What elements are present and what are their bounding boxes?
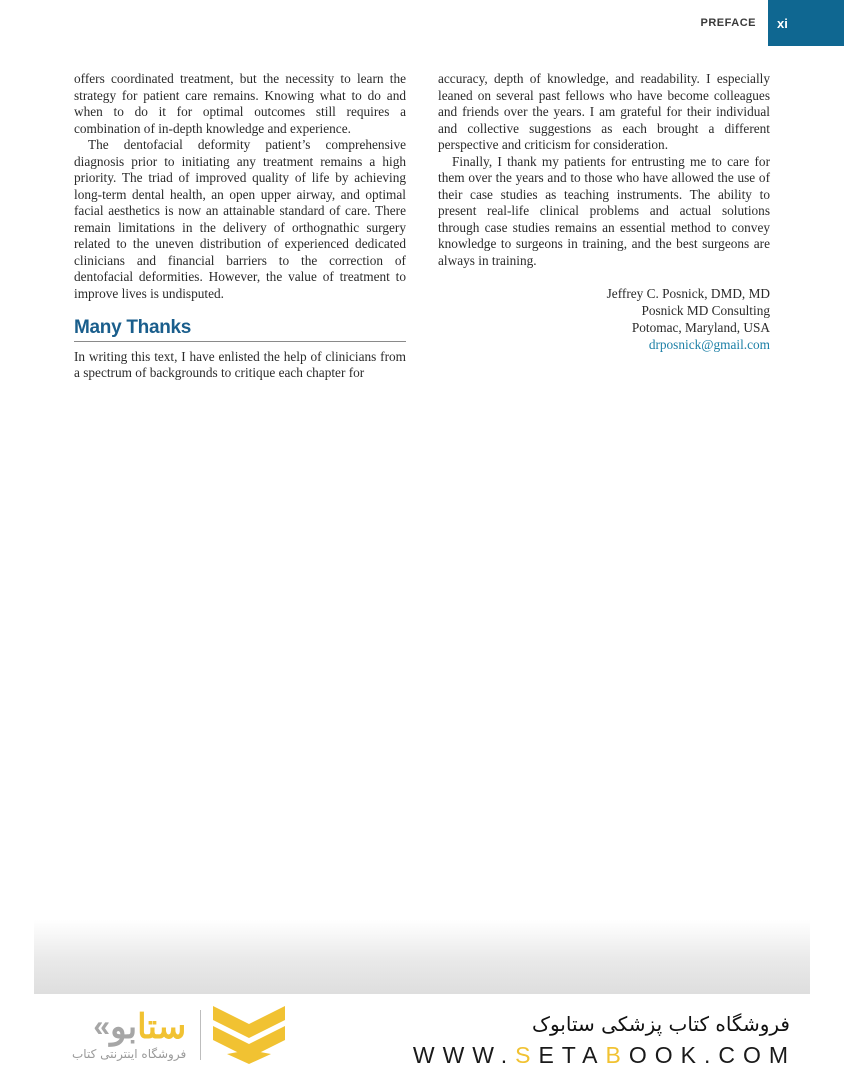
author-email-link[interactable]: drposnick@gmail.com [648, 337, 770, 352]
right-column [438, 71, 770, 353]
logo-text-yellow: ستا [137, 1008, 187, 1046]
left-column [74, 71, 406, 382]
section-heading: Many Thanks [74, 320, 406, 342]
author-location: Potomac, Maryland, USA [631, 320, 770, 335]
logo-subtitle: فروشگاه اینترنتی کتاب [72, 1047, 187, 1061]
logo-text-gray: بو [110, 1008, 138, 1046]
page-number: xi [768, 0, 844, 46]
chevron-book-icon [213, 1006, 285, 1064]
shop-title: فروشگاه کتاب پزشکی ستابوک [532, 1012, 790, 1036]
running-title: PREFACE [700, 17, 756, 29]
double-chevron-icon: « [93, 1010, 105, 1043]
logo-wordmark [72, 1009, 186, 1061]
url-part: WWW. [412, 1042, 516, 1068]
url-part: ETA [538, 1042, 606, 1068]
author-organization: Posnick MD Consulting [641, 303, 770, 318]
paragraph: The dentofacial deformity patient’s comprehensive diagnosis prior to initiating any treatment remains a high priority. The triad of improved quality of life by achieving long-term dental health, an open upper airway, and optimal facial aesthetics is now an attainable standard of care. There remain limitations in the delivery of orthognathic surgery related to the uneven distribution of experienced dedicated clinicians and financial barriers to the correction of dentofacial deformities. However, the value of treatment to improve lives is undisputed. [74, 137, 406, 301]
author-name: Jeffrey C. Posnick, DMD, MD [606, 286, 770, 301]
running-head [701, 0, 844, 46]
shop-url-link[interactable] [413, 1042, 796, 1069]
url-part: OOK.COM [628, 1042, 796, 1068]
setabook-logo[interactable] [72, 1006, 285, 1064]
url-highlight: B [605, 1042, 629, 1068]
paragraph: accuracy, depth of knowledge, and readability. I especially leaned on several past fellows who have become colleagues and friends over the years. I am grateful for their individual and collective suggestions as each brought a different perspective and criticism for consideration. [438, 71, 770, 152]
paragraph: In writing this text, I have enlisted the help of clinicians from a spectrum of backgrounds to critique each chapter for [74, 348, 406, 380]
footer-banner [0, 994, 844, 1080]
url-highlight: S [515, 1042, 539, 1068]
logo-divider [200, 1010, 201, 1060]
paragraph: offers coordinated treatment, but the necessity to learn the strategy for patient care remains. Knowing what to do and when to do it for optimal outcomes still requires a combination of in-depth knowledge and experience. [74, 71, 406, 136]
signature-block [438, 285, 770, 353]
page-bottom-fade [34, 920, 810, 994]
paragraph: Finally, I thank my patients for entrusting me to care for them over the years and to those who have allowed the use of their case studies as teaching instruments. The ability to present real-life clinical problems and actual solutions through case studies remains an essential method to convey knowledge to surgeons in training, and the best surgeons are always in training. [438, 153, 770, 268]
